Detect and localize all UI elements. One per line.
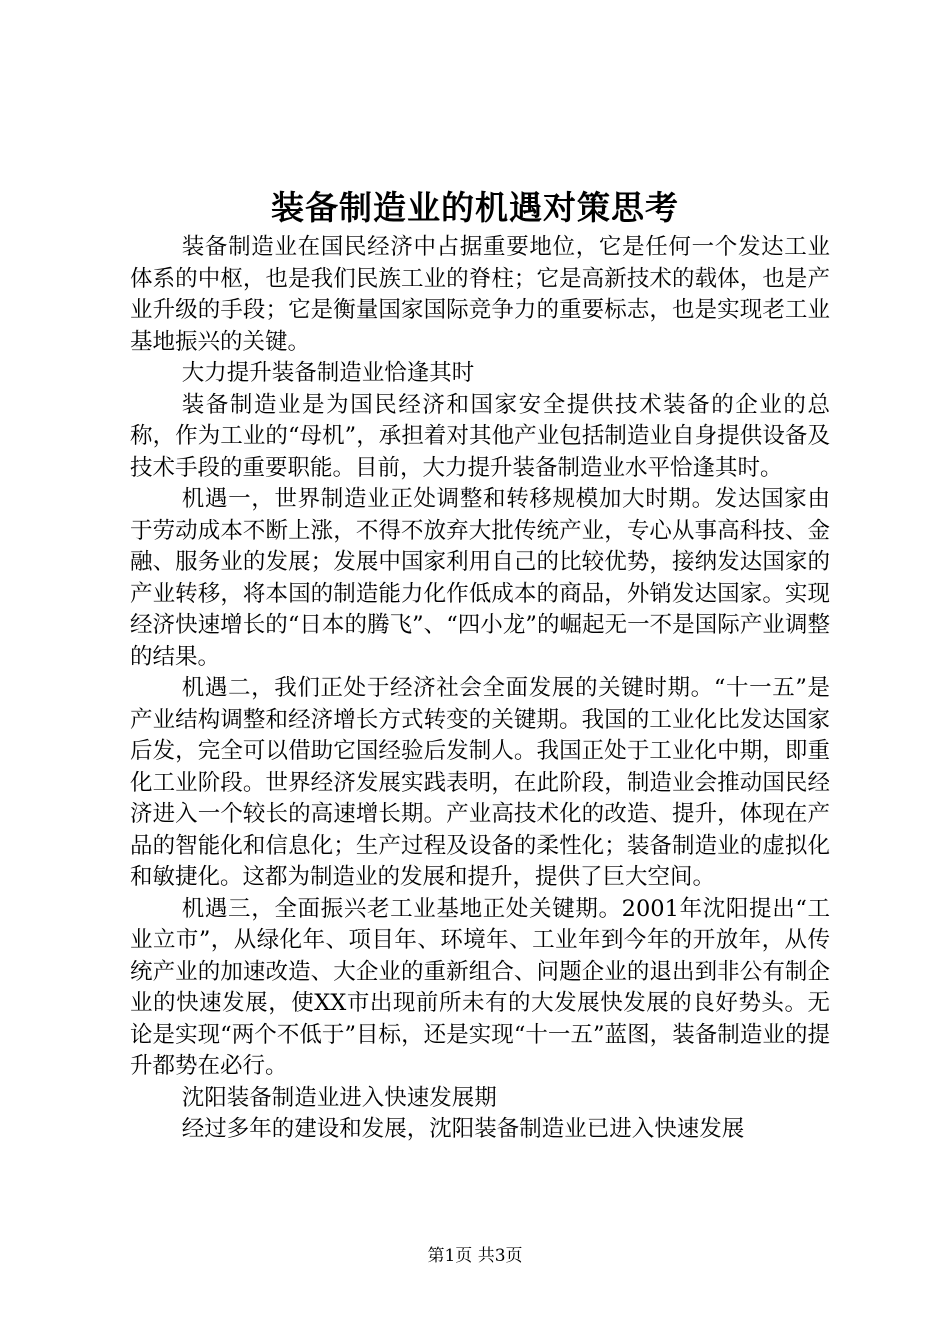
paragraph-intro: 装备制造业在国民经济中占据重要地位，它是任何一个发达工业体系的中枢，也是我们民族工业的脊柱；它是高新技术的载体，也是产业升级的手段；它是衡量国家国际竞争力的重要标志，也是实现老工业基地振兴的关键。 (130, 234, 830, 355)
paragraph-development: 经过多年的建设和发展，沈阳装备制造业已进入快速发展 (181, 1116, 745, 1142)
page-footer: 第1页 共3页 (427, 1246, 523, 1266)
section-heading-1: 大力提升装备制造业恰逢其时 (181, 360, 475, 386)
paragraph-definition: 装备制造业是为国民经济和国家安全提供技术装备的企业的总称，作为工业的“母机”，承担着对其他产业包括制造业自身提供设备及技术手段的重要职能。目前，大力提升装备制造业水平恰逢其时。 (130, 391, 830, 481)
paragraph-opportunity-1: 机遇一，世界制造业正处调整和转移规模加大时期。发达国家由于劳动成本不断上涨，不得不放弃大批传统产业，专心从事高科技、金融、服务业的发展；发展中国家利用自己的比较优势，接纳发达国家的产业转移，将本国的制造能力化作低成本的商品，外销发达国家。实现经济快速增长的“日本的腾飞”、“四小龙”的崛起无一不是国际产业调整的结果。 (130, 486, 830, 670)
document-title: 装备制造业的机遇对策思考 (271, 188, 679, 227)
section-heading-2: 沈阳装备制造业进入快速发展期 (181, 1084, 497, 1111)
paragraph-opportunity-3: 机遇三，全面振兴老工业基地正处关键期。2001年沈阳提出“工业立市”，从绿化年、项目年、环境年、工业年到今年的开放年，从传统产业的加速改造、大企业的重新组合、问题企业的退出到非公有制企业的快速发展，使XX市出现前所未有的大发展快发展的良好势头。无论是实现“两个不低于”目标，还是实现“十一五”蓝图，装备制造业的提升都势在必行。 (130, 895, 830, 1079)
document-body (130, 232, 830, 1146)
paragraph-opportunity-2: 机遇二，我们正处于经济社会全面发展的关键时期。“十一五”是产业结构调整和经济增长方式转变的关键期。我国的工业化比发达国家后发，完全可以借助它国经验后发制人。我国正处于工业化中期，即重化工业阶段。世界经济发展实践表明，在此阶段，制造业会推动国民经济进入一个较长的高速增长期。产业高技术化的改造、提升，体现在产品的智能化和信息化；生产过程及设备的柔性化；装备制造业的虚拟化和敏捷化。这都为制造业的发展和提升，提供了巨大空间。 (130, 675, 830, 890)
